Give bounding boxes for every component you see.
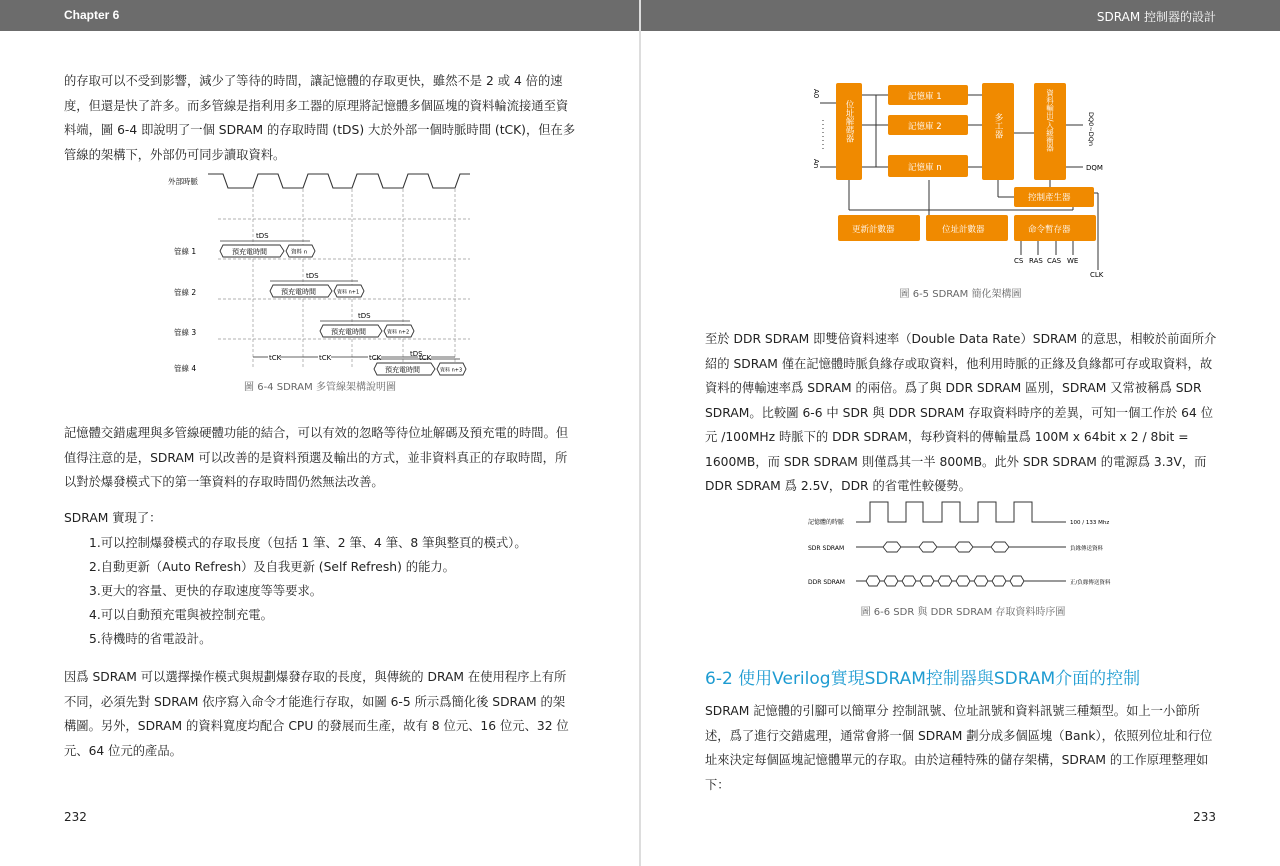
figure-6-5-caption: 圖 6-5 SDRAM 簡化架構圖 <box>899 289 1022 300</box>
data-label-4: 資料 n+3 <box>440 367 463 374</box>
io-buffer-label: 資料輸出/入緩衝器 <box>1045 89 1055 152</box>
right-paragraph-2: SDRAM 記憶體的引腳可以簡單分 控制訊號、位址訊號和資料訊號三種類型。如上一小節所述，爲了進行交錯處理，通常會將一個 SDRAM 劃分成多個區塊（Bank），依照列位址和行位址來決定每個區塊記憶體單元的存取。由於這種特殊的儲存架構，SDRAM 的工作原理整理如下： <box>705 704 1213 792</box>
section-running-head: SDRAM 控制器的設計 <box>1096 10 1216 24</box>
left-paragraph-3: 因爲 SDRAM 可以選擇操作模式與規劃爆發存取的長度，與傳統的 DRAM 在使用程序上有所不同，必須先對 SDRAM 依序寫入命令才能進行存取，如圖 6-5 所示爲簡化後 SDRAM 的架構圖。另外，SDRAM 的資料寬度均配合 CPU 的發展而生產，故有 8 位元、16 位元、32 位元、64 位元的產品。 <box>64 670 569 758</box>
tck-label-2: tCK <box>319 354 332 362</box>
left-page <box>0 31 639 866</box>
precharge-label-3: 預充電時間 <box>331 328 366 336</box>
bank-n-label: 記憶庫 n <box>908 163 942 173</box>
timing-row-ddr: DDR SDRAM <box>808 579 845 586</box>
left-paragraph-2: 記憶體交錯處理與多管線硬體功能的結合，可以有效的忽略等待位址解碼及預充電的時間。但值得注意的是，SDRAM 可以改善的是資料預選及輸出的方式，並非資料真正的存取時間，所以對於爆發模式下的第一筆資料的存取時間仍然無法改善。 <box>64 426 569 489</box>
left-header-bar <box>0 0 639 31</box>
figure-6-4-pipeline-timing <box>160 171 480 376</box>
bank-2-label: 記憶庫 2 <box>908 122 942 132</box>
precharge-label-4: 預充電時間 <box>385 366 420 374</box>
tck-label-3: tCK <box>369 354 382 362</box>
right-page <box>641 31 1280 866</box>
page-number-right: 233 <box>1193 810 1216 824</box>
tds-label-4: tDS <box>410 350 423 358</box>
list-item: 5.待機時的省電設計。 <box>89 632 212 646</box>
command-register-label: 命令暫存器 <box>1028 225 1071 235</box>
dqm-label: DQM <box>1086 164 1103 172</box>
timing-row-sdr: SDR SDRAM <box>808 545 845 552</box>
clock-label: 外部時脈 <box>168 177 198 186</box>
tck-label-4: tCK <box>419 354 432 362</box>
precharge-label-2: 預充電時間 <box>281 288 316 296</box>
mux-label: 多工器 <box>993 113 1003 139</box>
address-counter-label: 位址計數器 <box>942 225 985 235</box>
tds-label-2: tDS <box>306 272 319 280</box>
right-paragraph-1: 至於 DDR SDRAM 即雙倍資料速率（Double Data Rate）SDRAM 的意思，相較於前面所介紹的 SDRAM 僅在記憶體時脈負緣存或取資料，他利用時脈的正緣及負緣都可存或取資料，故資料的傳輸速率爲 SDRAM 的兩倍。爲了與 DDR SDRAM 區別，SDRAM 又常被稱爲 SDR SDRAM。比較圖 6-6 中 SDR 與 DDR SDRAM 存取資料時序的差異，可知一個工作於 64 位元 /100MHz 時脈下的 DDR SDRAM，每秒資料的傳輸量爲 100M x 64bit x 2 / 8bit = 1600MB，而 SDR SDRAM 則僅爲其一半 800MB。此外 SDR SDRAM 的電源爲 3.3V，而 DDR SDRAM 爲 2.5V，DDR 的省電性較優勢。 <box>705 332 1217 493</box>
figure-6-5-sdram-architecture <box>808 75 1113 285</box>
list-item: 2.自動更新（Auto Refresh）及自我更新 (Self Refresh) 的能力。 <box>89 560 455 574</box>
pipe-label-4: 管線 4 <box>174 364 197 373</box>
addr-a0-label: A0 <box>812 89 820 99</box>
tds-label-1: tDS <box>256 232 269 240</box>
figure-6-6-sdr-ddr-timing <box>808 500 1118 592</box>
signal-we: WE <box>1067 257 1079 265</box>
chapter-label: Chapter 6 <box>64 8 120 22</box>
signal-cs: CS <box>1014 257 1024 265</box>
timing-note-ddr: 正/負緣傳送資料 <box>1070 580 1111 586</box>
data-label-1: 資料 n <box>291 249 308 256</box>
timing-note-clock: 100 / 133 Mhz <box>1070 520 1110 526</box>
dq-label: DQ0~DQn <box>1087 112 1095 146</box>
signal-ras: RAS <box>1029 257 1043 265</box>
addr-an-label: An <box>812 159 820 169</box>
feature-list <box>89 531 527 651</box>
data-label-3: 資料 n+2 <box>387 329 410 336</box>
refresh-counter-label: 更新計數器 <box>852 225 895 235</box>
tds-label-3: tDS <box>358 312 371 320</box>
list-item: 1.可以控制爆發模式的存取長度（包括 1 筆、2 筆、4 筆、8 筆與整頁的模式）。 <box>89 536 527 550</box>
figure-6-4-tck-row <box>240 350 465 364</box>
bank-1-label: 記憶庫 1 <box>908 92 942 102</box>
right-header-bar <box>641 0 1280 31</box>
page-number-left: 232 <box>64 810 87 824</box>
data-label-2: 資料 n+1 <box>337 289 360 296</box>
timing-row-clock: 記憶體的時脈 <box>808 519 845 526</box>
control-generator-label: 控制產生器 <box>1028 193 1071 203</box>
pipe-label-1: 管線 1 <box>174 247 197 256</box>
decoder-label: 位址解碼器 <box>844 100 854 143</box>
left-paragraph-1: 的存取可以不受到影響，減少了等待的時間，讓記憶體的存取更快，雖然不是 2 或 4 倍的速度，但還是快了許多。而多管線是指利用多工器的原理將記憶體多個區塊的資料輪流接通至資料端，圖 6-4 即說明了一個 SDRAM 的存取時間 (tDS) 大於外部一個時脈時間 (tCK)，但在多管線的架構下，外部仍可同步讀取資料。 <box>64 74 576 162</box>
figure-6-6-caption: 圖 6-6 SDR 與 DDR SDRAM 存取資料時序圖 <box>860 607 1066 618</box>
precharge-label-1: 預充電時間 <box>232 248 267 256</box>
list-title: SDRAM 實現了： <box>64 511 162 525</box>
tck-label-1: tCK <box>269 354 282 362</box>
section-heading: 6-2 使用Verilog實現SDRAM控制器與SDRAM介面的控制 <box>705 669 1141 689</box>
pipe-label-3: 管線 3 <box>174 328 197 337</box>
list-item: 3.更大的容量、更快的存取速度等等要求。 <box>89 584 323 598</box>
timing-note-sdr: 負緣傳送資料 <box>1070 546 1104 552</box>
figure-6-4-caption: 圖 6-4 SDRAM 多管線架構說明圖 <box>244 382 396 393</box>
pipe-label-2: 管線 2 <box>174 288 197 297</box>
list-item: 4.可以自動預充電與被控制充電。 <box>89 608 273 622</box>
signal-clk: CLK <box>1090 271 1104 279</box>
signal-cas: CAS <box>1047 257 1062 265</box>
